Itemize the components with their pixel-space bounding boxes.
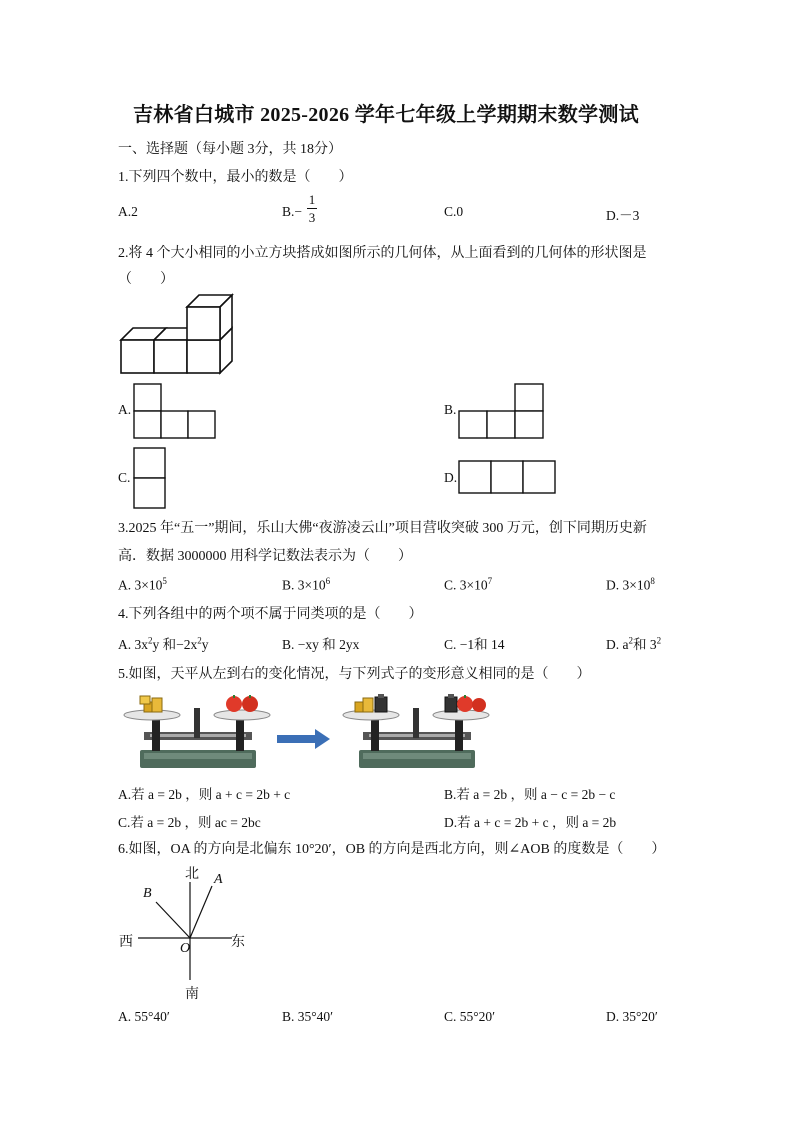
q6-stem: 6.如图，OA 的方向是北偏东 10°20′，OB 的方向是西北方向，则∠AOB 的度数是（ ） bbox=[118, 842, 666, 857]
section-heading: 一、选择题（每小题 3分，共 18分） bbox=[118, 142, 342, 157]
q4-a-part1: A. 3x bbox=[118, 637, 148, 652]
page-title: 吉林省白城市 2025-2026 学年七年级上学期期末数学测试 bbox=[133, 104, 639, 126]
q4-a-exp1: 2 bbox=[148, 635, 153, 646]
q4-option-d[interactable] bbox=[606, 633, 661, 653]
q1-option-b[interactable] bbox=[282, 204, 302, 220]
q6-option-c[interactable]: C. 55°20′ bbox=[444, 1009, 496, 1024]
q3-option-c-base: C. 3×10 bbox=[444, 577, 488, 593]
q6-option-a[interactable]: A. 55°40′ bbox=[118, 1009, 170, 1024]
balance-scale-right-image bbox=[341, 692, 491, 772]
point-a-label: A bbox=[214, 872, 223, 887]
q2-option-c-figure[interactable] bbox=[133, 447, 169, 511]
q1-option-c[interactable]: C.0 bbox=[444, 204, 464, 219]
q1-option-b-prefix: B. bbox=[282, 204, 295, 219]
q3-option-b[interactable] bbox=[282, 576, 330, 594]
q5-option-c[interactable]: C.若 a = 2b ，则 ac = 2bc bbox=[118, 815, 261, 830]
q4-d-part2: 和 3 bbox=[633, 637, 657, 652]
compass-east-label: 东 bbox=[231, 935, 245, 950]
q2-option-d-figure[interactable] bbox=[458, 460, 558, 496]
q2-solid-figure bbox=[118, 294, 238, 376]
q3-option-c-exponent: 7 bbox=[487, 576, 493, 586]
q2-option-b-figure[interactable] bbox=[458, 383, 546, 439]
q5-option-d[interactable]: D.若 a + c = 2b + c ，则 a = 2b bbox=[444, 815, 617, 830]
q1-stem: 1.下列四个数中，最小的数是（ ） bbox=[118, 170, 353, 185]
q2-option-a-figure[interactable] bbox=[133, 383, 219, 439]
compass-west-label: 西 bbox=[119, 935, 133, 950]
q3-option-d-base: D. 3×10 bbox=[606, 577, 651, 593]
q5-stem: 5.如图，天平从左到右的变化情况，与下列式子的变形意义相同的是（ ） bbox=[118, 667, 591, 682]
q3-option-d-exponent: 8 bbox=[650, 576, 655, 586]
q4-a-part3: y bbox=[201, 637, 209, 652]
q2-option-b-label[interactable]: B. bbox=[444, 402, 457, 417]
q1-option-b-sign: − bbox=[294, 204, 303, 219]
q3-option-a[interactable] bbox=[118, 576, 167, 594]
q4-option-a[interactable] bbox=[118, 633, 209, 653]
q3-option-d[interactable] bbox=[606, 576, 655, 594]
q2-option-a-label[interactable]: A. bbox=[118, 402, 132, 417]
q2-option-c-label[interactable]: C. bbox=[118, 470, 131, 485]
q4-option-b[interactable]: B. −xy 和 2yx bbox=[282, 637, 360, 652]
compass-north-label: 北 bbox=[185, 867, 199, 882]
q3-option-b-exponent: 6 bbox=[325, 576, 331, 586]
q4-a-exp2: 2 bbox=[197, 635, 202, 646]
fraction-bar bbox=[307, 208, 317, 209]
q3-option-a-exponent: 5 bbox=[162, 576, 167, 586]
q2-paren: （ ） bbox=[118, 272, 174, 287]
q4-option-c[interactable]: C. −1和 14 bbox=[444, 637, 505, 652]
q6-option-d[interactable]: D. 35°20′ bbox=[606, 1009, 658, 1024]
q1-option-a[interactable]: A.2 bbox=[118, 204, 138, 219]
q3-option-b-base: B. 3×10 bbox=[282, 577, 326, 593]
q5-option-b[interactable]: B.若 a = 2b ，则 a − c = 2b − c bbox=[444, 787, 616, 802]
right-arrow-icon bbox=[277, 729, 331, 749]
q2-stem: 2.将 4 个大小相同的小立方块搭成如图所示的几何体，从上面看到的几何体的形状图是 bbox=[118, 246, 647, 261]
q3-option-c[interactable] bbox=[444, 576, 492, 594]
q4-a-part2: y 和−2x bbox=[152, 637, 198, 652]
q6-option-b[interactable]: B. 35°40′ bbox=[282, 1009, 334, 1024]
q4-stem: 4.下列各组中的两个项不属于同类项的是（ ） bbox=[118, 607, 423, 622]
fraction-denominator: 3 bbox=[308, 210, 316, 225]
compass-south-label: 南 bbox=[185, 987, 199, 1002]
point-o-label: O bbox=[180, 941, 191, 956]
q4-d-exp1: 2 bbox=[628, 635, 633, 646]
q1-option-b-fraction bbox=[306, 192, 318, 225]
q1-option-d[interactable]: D.－3 bbox=[606, 208, 640, 223]
balance-scale-left-image bbox=[122, 692, 272, 772]
q3-option-a-base: A. 3×10 bbox=[118, 577, 163, 593]
point-b-label: B bbox=[143, 886, 152, 901]
q5-option-a[interactable]: A.若 a = 2b ，则 a + c = 2b + c bbox=[118, 787, 291, 802]
fraction-numerator: 1 bbox=[308, 192, 316, 207]
q4-d-exp2: 2 bbox=[656, 635, 662, 646]
q3-stem-line2: 高．数据 3000000 用科学记数法表示为（ ） bbox=[118, 549, 412, 564]
q2-option-d-label[interactable]: D. bbox=[444, 470, 458, 485]
q4-d-part1: D. a bbox=[606, 637, 629, 652]
q3-stem-line1: 3.2025 年“五一”期间，乐山大佛“夜游凌云山”项目营收突破 300 万元，创下同期历史新 bbox=[118, 521, 647, 536]
